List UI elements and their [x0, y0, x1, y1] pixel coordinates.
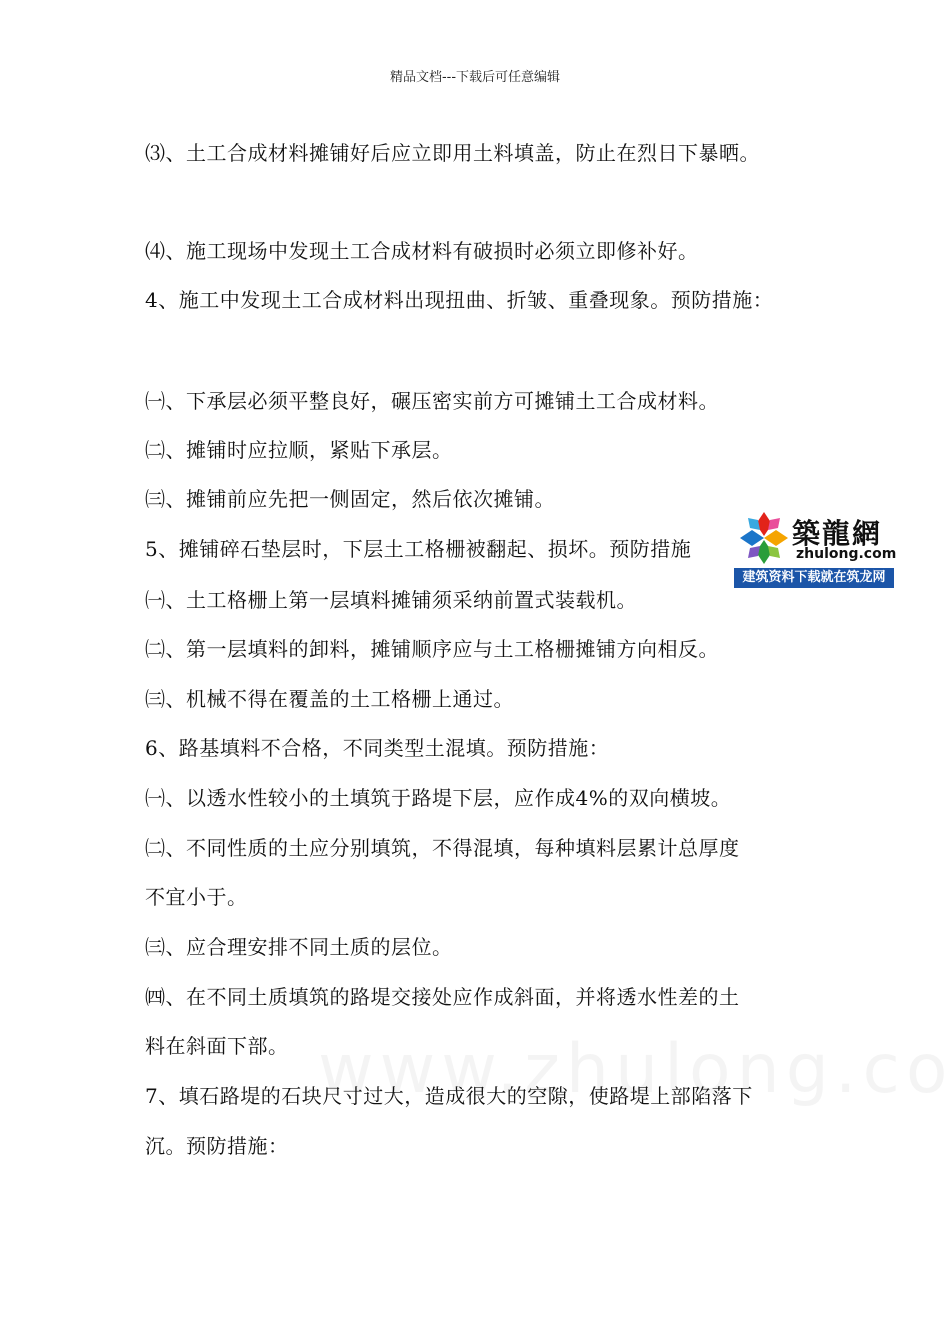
text-line: ㈢、应合理安排不同土质的层位。	[145, 935, 453, 959]
zhulong-logo-icon	[738, 510, 790, 566]
section-heading: 6、路基填料不合格，不同类型土混填。预防措施：	[145, 736, 610, 760]
text-line: ㈢、摊铺前应先把一侧固定，然后依次摊铺。	[145, 487, 555, 511]
section-heading: 4、施工中发现土工合成材料出现扭曲、折皱、重叠现象。预防措施：	[145, 288, 774, 312]
text-line: ㈢、机械不得在覆盖的土工格栅上通过。	[145, 687, 514, 711]
zhulong-logo	[734, 508, 897, 588]
logo-domain: zhulong.com	[796, 546, 897, 562]
text-line: ㈠、土工格栅上第一层填料摊铺须采纳前置式装载机。	[145, 588, 637, 612]
section-heading: 5、摊铺碎石垫层时，下层土工格栅被翻起、损坏。预防措施	[145, 537, 692, 561]
text-line: 不宜小于。	[145, 885, 248, 909]
text-line: 料在斜面下部。	[145, 1034, 289, 1058]
logo-chinese-name: 築龍網	[792, 517, 883, 550]
text-line: ㈡、摊铺时应拉顺，紧贴下承层。	[145, 438, 453, 462]
text-line: ㈠、下承层必须平整良好，碾压密实前方可摊铺土工合成材料。	[145, 389, 719, 413]
text-line: 沉。预防措施：	[145, 1134, 289, 1158]
text-line: ⑶、土工合成材料摊铺好后应立即用土料填盖，防止在烈日下暴晒。	[145, 141, 760, 165]
text-line: ㈡、第一层填料的卸料，摊铺顺序应与土工格栅摊铺方向相反。	[145, 637, 719, 661]
text-line: ㈡、不同性质的土应分别填筑，不得混填，每种填料层累计总厚度	[145, 836, 740, 860]
text-line: ㈠、以透水性较小的土填筑于路堤下层，应作成4%的双向横坡。	[145, 786, 732, 810]
logo-banner: 建筑资料下载就在筑龙网	[734, 568, 894, 588]
section-heading: 7、填石路堤的石块尺寸过大，造成很大的空隙，使路堤上部陷落下	[145, 1084, 753, 1108]
text-line: ㈣、在不同土质填筑的路堤交接处应作成斜面，并将透水性差的土	[145, 985, 740, 1009]
text-line: ⑷、施工现场中发现土工合成材料有破损时必须立即修补好。	[145, 239, 699, 263]
watermark	[318, 1030, 950, 1109]
page-header: 精品文档---下载后可任意编辑	[389, 70, 561, 85]
